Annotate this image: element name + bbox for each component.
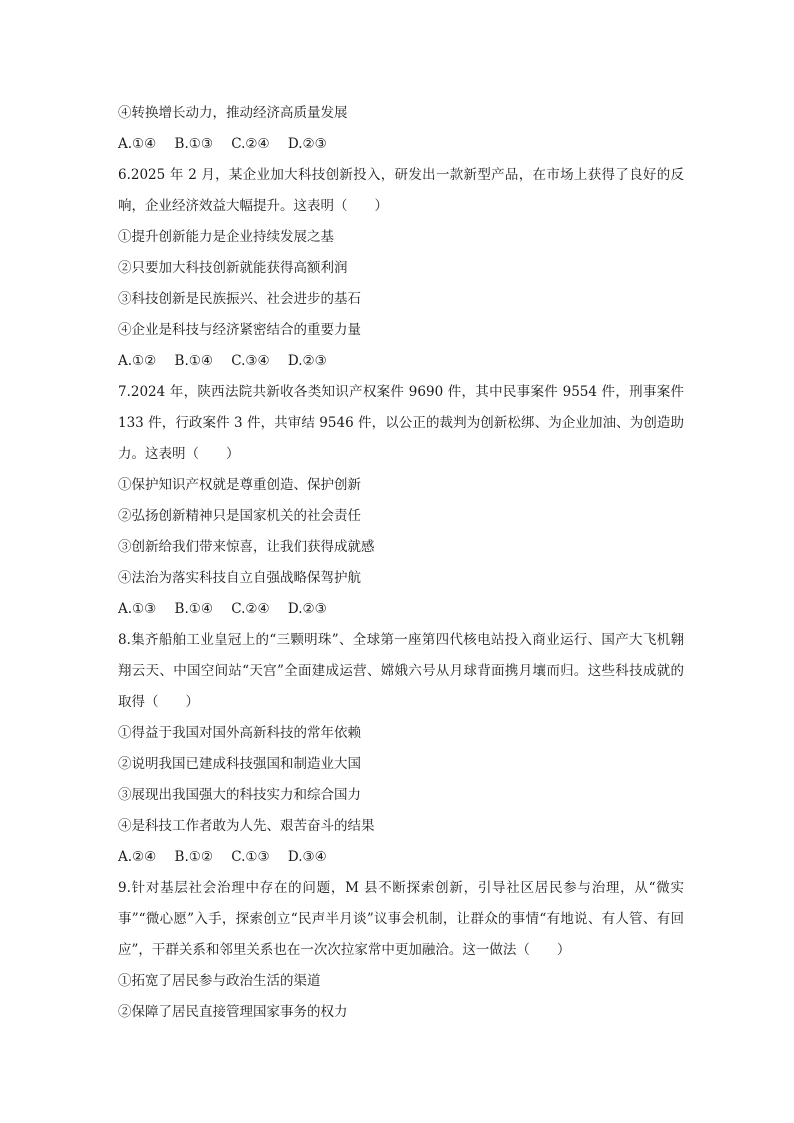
question-7-stem: 7.2024 年，陕西法院共新收各类知识产权案件 9690 件，其中民事案件 9554 件，刑事案件 133 件，行政案件 3 件，共审结 9546 件，以公正的裁判为创新松绑、为企业加油、为创造助力。这表明（ ）	[118, 384, 684, 462]
question-8-item-2: ②说明我国已建成科技强国和制造业大国	[118, 756, 361, 772]
question-7-item-2: ②弘扬创新精神只是国家机关的社会责任	[118, 508, 361, 524]
question-6-option-d: D.②③	[287, 353, 327, 369]
question-8-stem: 8.集齐船舶工业皇冠上的“三颗明珠”、全球第一座第四代核电站投入商业运行、国产大飞机翱翔云天、中国空间站“天宫”全面建成运营、嫦娥六号从月球背面携月壤而归。这些科技成就的取得（ ）	[118, 632, 684, 710]
q5-option-d: D.②③	[287, 136, 327, 152]
question-7-item-4: ④法治为落实科技自立自强战略保驾护航	[118, 570, 361, 586]
question-6-item-1: ①提升创新能力是企业持续发展之基	[118, 229, 334, 245]
question-9-item-2: ②保障了居民直接管理国家事务的权力	[118, 1004, 348, 1020]
question-7-item-1: ①保护知识产权就是尊重创造、保护创新	[118, 477, 361, 493]
question-6-item-2: ②只要加大科技创新就能获得高额利润	[118, 260, 348, 276]
question-8-option-d: D.③④	[287, 849, 327, 865]
q5-item-4: ④转换增长动力，推动经济高质量发展	[118, 105, 348, 121]
question-6-item-3: ③科技创新是民族振兴、社会进步的基石	[118, 291, 361, 307]
question-8-option-c: C.①③	[231, 849, 270, 865]
question-7-options	[118, 594, 684, 625]
question-7	[118, 377, 684, 625]
question-7-option-d: D.②③	[287, 601, 327, 617]
question-9-stem: 9.针对基层社会治理中存在的问题，M 县不断探索创新，引导社区居民参与治理，从“微实事”“微心愿”入手，探索创立“民声半月谈”议事会机制，让群众的事情“有地说、有人管、有回应”，干群关系和邻里关系也在一次次拉家常中更加融洽。这一做法（ ）	[118, 880, 684, 958]
question-8-item-4: ④是科技工作者敢为人先、艰苦奋斗的结果	[118, 818, 375, 834]
question-7-item-3: ③创新给我们带来惊喜，让我们获得成就感	[118, 539, 375, 555]
question-6	[118, 160, 684, 377]
q5-option-a: A.①④	[118, 136, 157, 152]
q5-option-c: C.②④	[231, 136, 270, 152]
question-8-options	[118, 842, 684, 873]
question-8-item-3: ③展现出我国强大的科技实力和综合国力	[118, 787, 361, 803]
question-8-option-a: A.②④	[118, 849, 157, 865]
document-content	[118, 98, 684, 1028]
question-9-item-1: ①拓宽了居民参与政治生活的渠道	[118, 973, 321, 989]
question-6-option-b: B.①④	[174, 353, 213, 369]
question-6-option-a: A.①②	[118, 353, 157, 369]
question-6-options	[118, 346, 684, 377]
q5-options	[118, 129, 684, 160]
question-8-option-b: B.①②	[174, 849, 213, 865]
question-6-item-4: ④企业是科技与经济紧密结合的重要力量	[118, 322, 361, 338]
question-6-stem: 6.2025 年 2 月，某企业加大科技创新投入，研发出一款新型产品，在市场上获得了良好的反响，企业经济效益大幅提升。这表明（ ）	[118, 167, 684, 214]
question-6-option-c: C.③④	[231, 353, 270, 369]
question-7-option-c: C.②④	[231, 601, 270, 617]
question-8-item-1: ①得益于我国对国外高新科技的常年依赖	[118, 725, 361, 741]
question-7-option-b: B.①④	[174, 601, 213, 617]
question-8	[118, 625, 684, 873]
q5-option-b: B.①③	[174, 136, 213, 152]
question-9	[118, 873, 684, 1028]
question-7-option-a: A.①③	[118, 601, 157, 617]
